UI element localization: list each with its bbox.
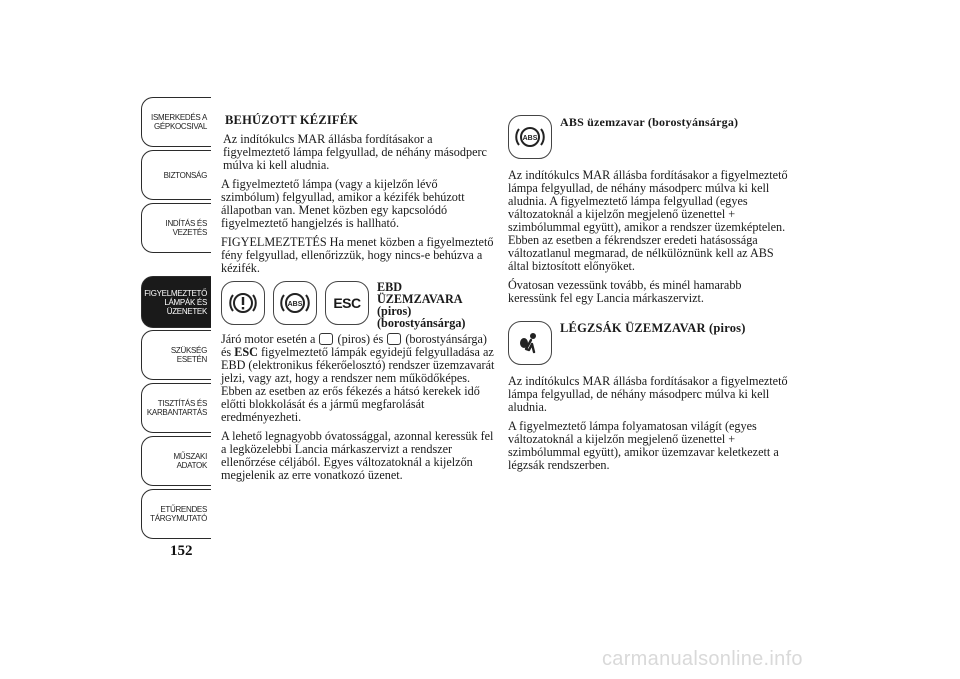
ebd-warning-icons: [221, 281, 496, 329]
tab-starting-driving[interactable]: [141, 203, 211, 253]
ebd-heading: [377, 281, 465, 329]
right-column: [508, 113, 788, 478]
ebd-heading-line-2: ÜZEMZAVARA: [377, 292, 463, 306]
ebd-paragraph-1: [221, 333, 496, 424]
airbag-paragraph-1: Az indítókulcs MAR állásba fordításakor a figyelmeztető lámpa felgyullad, de néhány másodperc múlva ki kell aludnia.: [508, 374, 788, 414]
ebd-heading-line-3: (piros): [377, 304, 412, 318]
ebd-paragraph-2: A lehető legnagyobb óvatossággal, azonnal keressük fel a legközelebbi Lancia márkaszervizt a rendszer ellenőrzése céljából. Egyes változatoknál a kijelzőn megjelenik az erre vonatkozó üzenet.: [221, 429, 494, 483]
abs-warning-icon: [273, 281, 317, 325]
ebd-text-a: Járó motor esetén a: [221, 332, 316, 346]
tab-getting-to-know[interactable]: [141, 97, 211, 147]
airbag-section-header: [508, 319, 788, 365]
page-number: 152: [170, 543, 193, 559]
parking-brake-heading: BEHÚZOTT KÉZIFÉK: [225, 113, 359, 127]
tab-label: BIZTONSÁG: [163, 170, 207, 180]
tab-index[interactable]: [141, 489, 211, 539]
tab-emergency[interactable]: [141, 330, 211, 380]
abs-fault-icon: [508, 115, 552, 159]
esc-icon-label: ESC: [333, 294, 361, 311]
airbag-paragraph-2: A figyelmeztető lámpa folyamatosan világít (egyes változatoknál a kijelzőn megjelenő üzenettel + szimbólummal együtt), amikor üzemzavar keletkezett a légzsák rendszerben.: [508, 419, 779, 472]
left-column: [221, 113, 496, 488]
ebd-text-b: (piros) és: [337, 332, 384, 346]
abs-paragraph-2: Óvatosan vezessünk tovább, és minél hamarabb keressünk fel egy Lancia márkaszervizt.: [508, 278, 742, 305]
abs-heading: ABS üzemzavar (borostyánsárga): [560, 115, 739, 129]
ebd-esc-bold: ESC: [234, 345, 258, 360]
abs-inline-icon: [387, 333, 401, 345]
watermark: carmanualsonline.info: [602, 648, 803, 670]
parking-brake-paragraph-1: Az indítókulcs MAR állásba fordításakor a figyelmeztető lámpa felgyullad, de néhány másodperc múlva ki kell aludnia.: [223, 132, 487, 172]
abs-paragraph-1: Az indítókulcs MAR állásba fordításakor a figyelmeztető lámpa felgyullad, de néhány másodperc múlva ki kell aludnia. A figyelmeztető lámpa felgyullad (egyes változatoknál a kijelzőn megjelenő üzenettel + szimbólummal együtt), amikor a rendszer üzemképtelen. Ebben az esetben a fékrendszer eredeti hatásossága változatlanul megmarad, de nélkülöznünk kell az ABS által biztosított előnyöket.: [508, 168, 788, 273]
tab-label: ISMERKEDÉS A GÉPKOCSIVAL: [151, 113, 207, 131]
tab-label: FIGYELMEZTETŐ LÁMPÁK ÉS ÜZENETEK: [144, 288, 207, 316]
tab-safety[interactable]: [141, 150, 211, 200]
abs-icon-label: ABS: [287, 301, 303, 308]
tab-label: INDÍTÁS ÉS VEZETÉS: [165, 219, 207, 237]
ebd-heading-line-4: (borostyánsárga): [377, 316, 466, 330]
parking-brake-warning: FIGYELMEZTETÉS Ha menet közben a figyelmeztető fény felgyullad, ellenőrizzük, hogy nincs-e behúzva a kézifék.: [221, 235, 494, 275]
tab-label: MŰSZAKI ADATOK: [173, 452, 207, 470]
tab-label: ETŰRENDES TÁRGYMUTATÓ: [150, 505, 207, 523]
ebd-text-d: figyelmeztető lámpák egyidejű felgyulladása az EBD (elektronikus fékerőelosztó) rendszer üzemzavarát jelzi, vagy azt, hogy a rendszer nem működőképes. Ebben az esetben az erős fékezés a hátsó kerekek idő előtti blokkolását és a jármű megfarolását eredményezheti.: [221, 345, 495, 425]
tab-maintenance[interactable]: [141, 383, 211, 433]
brake-warning-icon: [221, 281, 265, 325]
brake-inline-icon: [319, 333, 333, 345]
esc-warning-icon: [325, 281, 369, 325]
parking-brake-paragraph-2: A figyelmeztető lámpa (vagy a kijelzőn lévő szimbólum) felgyullad, amikor a kézifék behúzott állapotban van. Menet közben egy kapcsolódó figyelmeztető hangjelzés is hallható.: [221, 177, 465, 230]
airbag-warning-icon: [508, 321, 552, 365]
tab-label: TISZTÍTÁS ÉS KARBANTARTÁS: [146, 399, 207, 417]
tab-warning-lights[interactable]: [141, 276, 211, 328]
ebd-text-c: (borostyánsárga) és: [221, 332, 487, 360]
ebd-heading-line-1: EBD: [377, 280, 403, 294]
abs-section-header: [508, 113, 788, 159]
abs-fault-icon-label: ABS: [522, 135, 538, 142]
tab-technical-data[interactable]: [141, 436, 211, 486]
airbag-heading: LÉGZSÁK ÜZEMZAVAR (piros): [560, 321, 746, 335]
tab-label: SZÜKSÉG ESETÉN: [170, 346, 207, 364]
